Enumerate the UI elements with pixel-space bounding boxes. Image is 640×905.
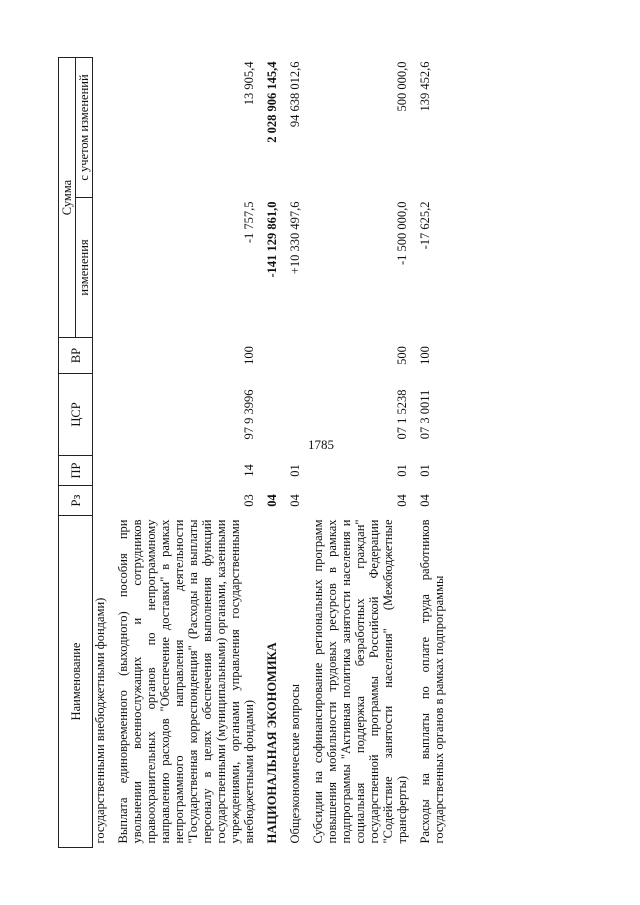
row-name: Выплата единовременного (выходного) пособия при увольнении военнослужащих и сотрудников правоохранительных органов по непрограммному направлению расходов "Обеспечение доставки" в рамках непрограммного направления деятельности "Государственная корреспонденция" (Расходы на выплаты персоналу в целях обеспечения выполнения функций государственными (муниципальными) органами, казенными учреждениями, органами управления государственными внебюджетными фондами) [116, 519, 256, 844]
row-rz: 04 [265, 494, 279, 507]
row-csr: 97 9 3996 [242, 389, 256, 440]
row-with-change: 2 028 906 145,4 [265, 61, 279, 143]
row-name: государственными внебюджетными фондами) [93, 597, 107, 844]
row-vr: 500 [395, 346, 409, 365]
row-vr: 100 [418, 346, 432, 365]
row-rz: 03 [242, 494, 256, 507]
page-number: 1785 [308, 437, 334, 452]
row-csr: 07 1 5238 [395, 389, 409, 440]
header-csr: ЦСР [59, 374, 93, 456]
header-rz: Рз [59, 486, 93, 516]
table-row [280, 58, 303, 848]
header-vr: ВР [59, 338, 93, 374]
table-body [93, 58, 448, 848]
header-name: Наименование [59, 516, 93, 848]
row-change: +10 330 497,6 [288, 201, 302, 275]
row-with-change: 13 905,4 [242, 61, 256, 106]
row-vr [257, 338, 280, 374]
row-csr [93, 374, 109, 456]
row-name: НАЦИОНАЛЬНАЯ ЭКОНОМИКА [265, 642, 279, 844]
row-change: -17 625,2 [418, 201, 432, 250]
row-vr [93, 338, 109, 374]
row-name: Общеэкономические вопросы [288, 683, 302, 844]
row-with-change: 94 638 012,6 [288, 61, 302, 128]
row-pr [257, 456, 280, 486]
row-name: Расходы на выплаты по оплате труда работников государственных органов в рамках подпрограммы [418, 519, 446, 844]
row-vr: 100 [242, 346, 256, 365]
row-pr: 01 [288, 464, 302, 477]
table-row [303, 58, 410, 848]
row-change: -141 129 861,0 [265, 201, 279, 278]
header-pr: ПР [59, 456, 93, 486]
row-with-change: 500 000,0 [395, 61, 409, 112]
table-row [257, 58, 280, 848]
row-rz: 04 [395, 494, 409, 507]
table-row [410, 58, 447, 848]
row-with-change: 139 452,6 [418, 61, 432, 112]
row-csr [257, 374, 280, 456]
row-with-change [93, 58, 109, 198]
row-change: -1 500 000,0 [395, 201, 409, 266]
row-name: Субсидии на софинансирование региональных программ повышения мобильности трудовых ресурсов в рамках подпрограммы "Активная политика занятости населения и социальная поддержка безработных граждан" государственной программы Российской Федерации "Содействие занятости населения" (Межбюджетные трансферты) [311, 519, 409, 844]
row-rz: 04 [288, 494, 302, 507]
table-row [108, 58, 257, 848]
row-pr: 01 [395, 464, 409, 477]
row-change: -1 757,5 [242, 201, 256, 244]
budget-table [58, 57, 447, 848]
row-rz [93, 486, 109, 516]
header-with-change: с учетом изменений [76, 58, 93, 198]
row-csr: 07 3 0011 [418, 389, 432, 440]
table-header [59, 58, 93, 848]
row-pr: 14 [242, 464, 256, 477]
row-rz: 04 [418, 494, 432, 507]
row-pr: 01 [418, 464, 432, 477]
header-change: изменения [76, 198, 93, 338]
row-pr [93, 456, 109, 486]
rotated-content [58, 58, 618, 848]
table-row [93, 58, 109, 848]
row-change [93, 198, 109, 338]
row-vr [280, 338, 303, 374]
row-csr [280, 374, 303, 456]
header-sum: Сумма [59, 58, 76, 338]
